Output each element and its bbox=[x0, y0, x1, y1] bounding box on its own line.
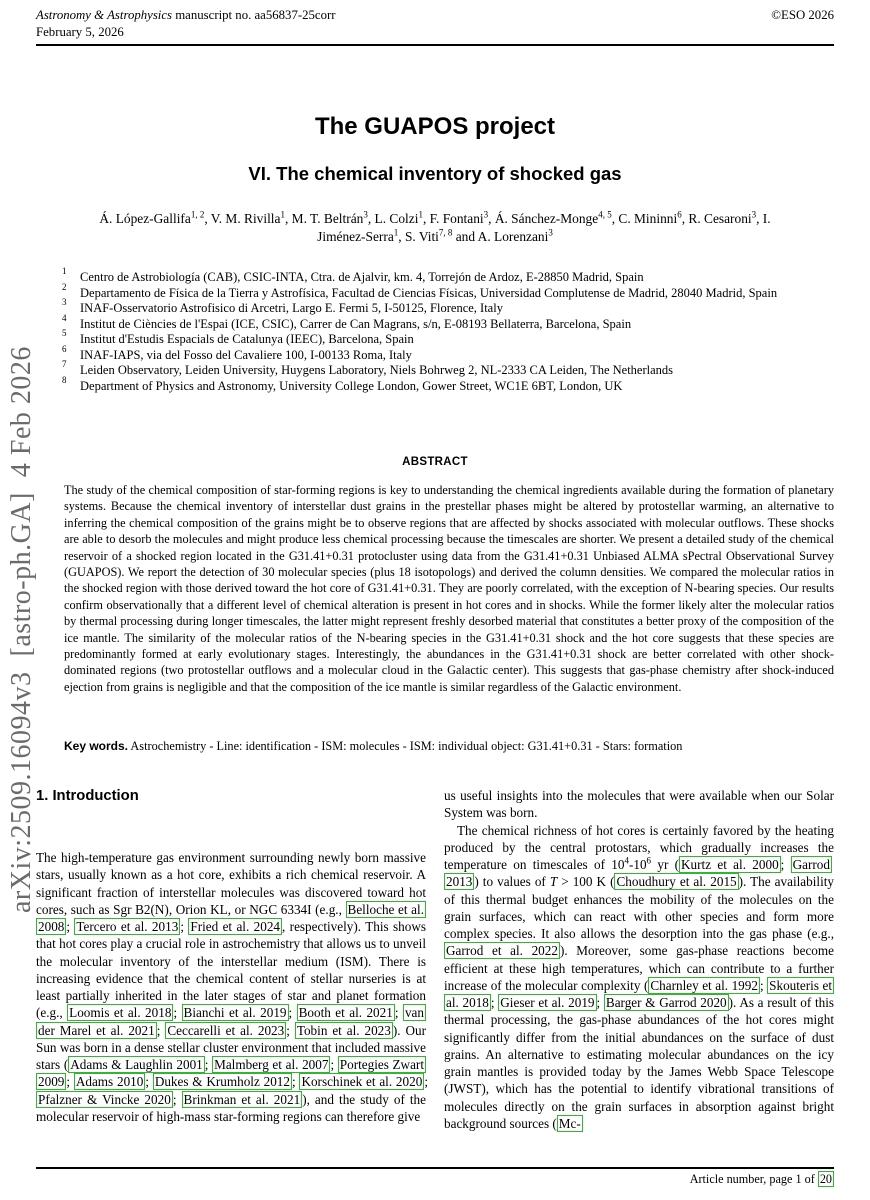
affiliation-text: Department of Physics and Astronomy, University College London, Gower Street, WC1E 6BT, London, UK bbox=[80, 378, 623, 393]
journal-name: Astronomy & Astrophysics bbox=[36, 8, 173, 22]
affiliation-text: Institut de Ciències de l'Espai (ICE, CSIC), Carrer de Can Magrans, s/n, E-08193 Bellaterra, Barcelona, Spain bbox=[80, 316, 632, 331]
citation-link[interactable]: Adams & Laughlin 2001 bbox=[70, 1057, 203, 1072]
affiliation-number: 3 bbox=[62, 297, 67, 307]
affiliation-number: 8 bbox=[62, 374, 67, 385]
affiliation-number: 5 bbox=[62, 328, 67, 338]
citation-link[interactable]: Gieser et al. 2019 bbox=[500, 995, 595, 1010]
affiliation bbox=[62, 297, 836, 317]
affiliation bbox=[62, 359, 836, 379]
superscript: 1 bbox=[393, 227, 399, 238]
header-rule bbox=[36, 44, 834, 46]
paper-title: The GUAPOS project bbox=[314, 113, 556, 140]
superscript: 1 bbox=[418, 209, 423, 220]
affiliation bbox=[62, 328, 836, 348]
citation-link[interactable]: Bianchi et al. 2019 bbox=[183, 1005, 287, 1021]
superscript: 3 bbox=[548, 227, 553, 238]
citation-link[interactable]: Belloche et al. 2008 bbox=[38, 901, 425, 934]
superscript: 1 bbox=[280, 209, 285, 220]
page-header bbox=[36, 7, 834, 40]
citation-link[interactable]: Korschinek et al. 2020 bbox=[301, 1074, 423, 1090]
citation-link[interactable]: Barger & Garrod 2020 bbox=[605, 995, 727, 1010]
abstract-heading: ABSTRACT bbox=[402, 456, 468, 468]
superscript: 4 bbox=[624, 855, 629, 866]
citation-link[interactable]: Pfalzner & Vincke 2020 bbox=[38, 1091, 171, 1107]
affiliation-text: INAF-IAPS, via del Fosso del Cavaliere 100, I-00133 Roma, Italy bbox=[80, 347, 412, 362]
italic-text: T bbox=[549, 874, 558, 890]
citation-link[interactable]: Portegies Zwart 2009 bbox=[38, 1057, 424, 1090]
affiliation-number: 7 bbox=[62, 359, 67, 369]
superscript: 7, 8 bbox=[438, 227, 453, 238]
paper-subtitle: VI. The chemical inventory of shocked gas bbox=[248, 163, 622, 184]
superscript: 3 bbox=[363, 209, 368, 220]
superscript: 6 bbox=[677, 209, 682, 220]
affiliation-text: Centro de Astrobiología (CAB), CSIC-INTA, Ctra. de Ajalvir, km. 4, Torrejón de Ardoz, E-28850 Madrid, Spain bbox=[80, 270, 644, 284]
superscript: 6 bbox=[646, 855, 652, 866]
affiliation bbox=[62, 374, 836, 395]
footer-rule bbox=[36, 1167, 834, 1169]
affiliation bbox=[62, 281, 836, 302]
citation-link[interactable]: Tobin et al. 2023 bbox=[296, 1022, 391, 1038]
affiliation bbox=[62, 343, 836, 364]
body-paragraph: The chemical richness of hot cores is certainly favored by the heating produced by the central protostars, which gradually increases the temperature on timescales of $10^4-10^6$ yr ( Kurtz et al. 2000 ; Garrod 2013 ) to values of T > 100 K ( Choudhury et al. 2015 ). The availability of this thermal budget enhances the mobility of the molecules on the grain surfaces, which can react with other species and form more complex species. It also allows the desorption into the gas phase (e.g., Garrod et al. 2022 ). Moreover, some gas-phase reactions become efficient at these high temperatures, which can contribute to a further increase of the molecular complexity ( Charnley et al. 1992 ; Skouteris et al. 2018 ; Gieser et al. 2019 ; Barger & Garrod 2020 ). As a result of this thermal processing, the gas-phase abundances of the hot cores might significantly differ from the initial abundances on the surface of dust grains. An alternative to estimating molecular abundances on the icy grain mantles is provided today by the James Webb Space Telescope (JWST), which has the potential to identify vibrational transitions of molecules directly on the grain surfaces in absorption against bright background sources ( Mc- bbox=[444, 822, 834, 1131]
affiliation-number: 6 bbox=[62, 343, 67, 354]
affiliation bbox=[62, 312, 836, 333]
citation-link[interactable]: Dukes & Krumholz 2012 bbox=[154, 1074, 290, 1090]
keywords-label: Key words. bbox=[64, 739, 129, 753]
citation-link[interactable]: Skouteris et al. 2018 bbox=[446, 977, 832, 1010]
intro-paragraph: The high-temperature gas environment surrounding newly born massive stars, usually known as a hot core, exhibits a rich chemical reservoir. A significant fraction of interstellar molecules was discovered toward hot cores, such as Sgr B2(N), Orion KL, or NGC 6334I (e.g., Belloche et al. 2008 ; Tercero et al. 2013 ; Fried et al. 2024 , respectively). This shows that hot cores play a crucial role in astrochemistry that allows us to unveil the molecular inventory of the interstellar medium (ISM). There is increasing evidence that the chemical content of stellar nurseries is at least partially inherited in the later stages of star and planet formation (e.g., Loomis et al. 2018 ; Bianchi et al. 2019 ; Booth et al. 2021 ; van der Marel et al. 2021 ; Ceccarelli et al. 2023 ; Tobin et al. 2023 ). Our Sun was born in a dense stellar cluster environment that included massive stars ( Adams & Laughlin 2001 ; Malmberg et al. 2007 ; Portegies Zwart 2009 ; Adams 2010 ; Dukes & Krumholz 2012 ; Korschinek et al. 2020 ; Pfalzner & Vincke 2020 ; Brinkman et al. 2021 ), and the study of the molecular reservoir of high-mass star-forming regions can therefore give bbox=[36, 850, 428, 1124]
superscript: 4, 5 bbox=[598, 209, 612, 220]
superscript: 3 bbox=[751, 209, 757, 220]
section-heading-introduction: 1. Introduction bbox=[36, 788, 139, 804]
abstract-text: The study of the chemical composition of star-forming regions is key to understanding the chemical ingredients available during the formation of planetary systems. Because the chemical inventory of interstellar dust grains in the prestellar phases might be altered by protostellar warming, an alternative to inferring the chemical composition of the grains might be to observe regions that are affected by shocks associated with molecular outflows. These shocks are able to desorb the molecules and might produce less chemical processing because the timescales are shorter. We present a detailed study of the chemical reservoir of a shocked region located in the G31.41+0.31 protocluster using data from the G31.41+0.31 Unbiased ALMA sPectral Observational Survey (GUAPOS). We report the detection of 30 molecular species (plus 18 isotopologs) and derived the column densities. We compared the molecular ratios in the shocked region with those derived toward the hot core of G31.41+0.31. They are poorly correlated, with the exception of N-bearing species. Our results confirm observationally that a different level of chemical alteration is present in hot cores and in shocks. While the former likely alter the molecular ratios by thermal processing during longer timescales, the latter might represent freshly desorbed material that constitutes a better proxy of the composition of the ice mantle. The similarity of the molecular ratios of the N-bearing species in the G31.41+0.31 shock and the hot core suggests that these species are predominantly formed at early evolutionary stages. Interestingly, the abundances in the G31.41+0.31 shock are better correlated with other shock-dominated regions (two protostellar outflows and a molecular cloud in the Galactic center). This suggests that gas-phase chemistry after shock-induced ejection from grains is negligible and that the composition of the ice mantle is similar regardless of the Galactic environment. bbox=[64, 483, 834, 694]
manuscript-number: manuscript no. aa56837-25corr bbox=[172, 8, 336, 22]
citation-link[interactable]: 20 bbox=[819, 1172, 832, 1186]
citation-link[interactable]: Charnley et al. 1992 bbox=[650, 977, 758, 993]
citation-link[interactable]: Choudhury et al. 2015 bbox=[616, 874, 737, 890]
citation-link[interactable]: Booth et al. 2021 bbox=[298, 1005, 393, 1021]
keywords-text: Astrochemistry - Line: identification - ISM: molecules - ISM: individual object: G31.41+0.31 - Stars: formation bbox=[128, 739, 683, 753]
citation-link[interactable]: Garrod et al. 2022 bbox=[446, 943, 558, 959]
citation-link[interactable]: Tercero et al. 2013 bbox=[76, 919, 179, 934]
citation-link[interactable]: Malmberg et al. 2007 bbox=[214, 1057, 329, 1072]
affiliation-text: Departamento de Física de la Tierra y Astrofísica, Facultad de Ciencias Físicas, Universidad Complutense de Madrid, 28040 Madrid, Spain bbox=[80, 285, 778, 300]
superscript: 1, 2 bbox=[190, 209, 205, 220]
citation-link[interactable]: Brinkman et al. 2021 bbox=[183, 1091, 301, 1107]
citation-link[interactable]: Garrod 2013 bbox=[446, 857, 830, 890]
right-column bbox=[444, 787, 834, 1159]
affiliation bbox=[62, 266, 836, 286]
affiliation-text: Leiden Observatory, Leiden University, Huygens Laboratory, Niels Bohrweg 2, NL-2333 CA Leiden, The Netherlands bbox=[80, 363, 674, 377]
citation-link[interactable]: Mc- bbox=[558, 1115, 581, 1131]
left-column bbox=[36, 787, 426, 1159]
article-page-number: Article number, page 1 of 20 bbox=[689, 1172, 832, 1186]
affiliation-number: 1 bbox=[62, 266, 67, 276]
affiliation-list bbox=[62, 266, 836, 394]
keywords-line bbox=[64, 739, 836, 754]
manuscript-line bbox=[36, 7, 336, 24]
arxiv-stamp: arXiv:2509.16094v3 [astro-ph.GA] 4 Feb 2026 bbox=[6, 346, 37, 914]
citation-link[interactable]: Ceccarelli et al. 2023 bbox=[167, 1022, 285, 1038]
citation-link[interactable]: Loomis et al. 2018 bbox=[69, 1005, 172, 1021]
affiliation-text: INAF-Osservatorio Astrofisico di Arcetri, Largo E. Fermi 5, I-50125, Florence, Italy bbox=[80, 301, 503, 315]
affiliation-number: 2 bbox=[62, 281, 67, 292]
eso-copyright: ©ESO 2026 bbox=[771, 8, 834, 22]
citation-link[interactable]: Fried et al. 2024 bbox=[190, 919, 281, 934]
header-left bbox=[36, 7, 336, 40]
citation-link[interactable]: Adams 2010 bbox=[75, 1074, 144, 1090]
citation-link[interactable]: van der Marel et al. 2021 bbox=[38, 1005, 424, 1038]
author-list: Á. López-Gallifa$^{1, 2}$, V. M. Rivilla$^1$, M. T. Beltrán$^3$, L. Colzi$^1$, F. Fontani$^3$, Á. Sánchez-Monge$^{4, 5}$, C. Mininni$^6$, R. Cesaroni$^3$, I. Jiménez-Serra$^1$, S. Viti$^{7, 8}$ and A. Lorenzani$^3$ bbox=[99, 209, 771, 244]
intro-paragraph-continued: us useful insights into the molecules that were available when our Solar System was born. bbox=[444, 788, 834, 821]
superscript: 3 bbox=[483, 209, 489, 220]
affiliation-text: Institut d'Estudis Espacials de Catalunya (IEEC), Barcelona, Spain bbox=[80, 332, 414, 346]
citation-link[interactable]: Kurtz et al. 2000 bbox=[681, 857, 779, 872]
affiliation-number: 4 bbox=[62, 312, 67, 323]
body-columns bbox=[36, 787, 834, 1159]
header-date: February 5, 2026 bbox=[36, 24, 124, 39]
